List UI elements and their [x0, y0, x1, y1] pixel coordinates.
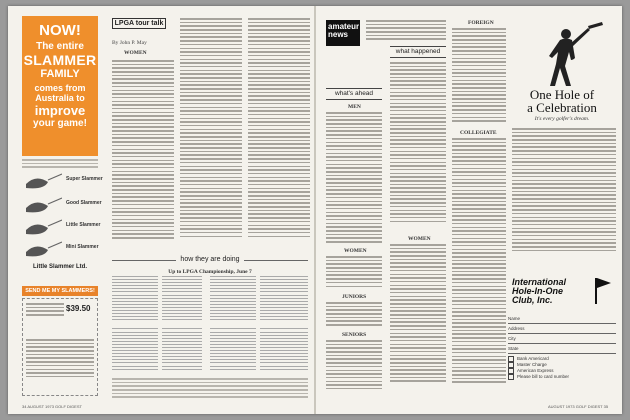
section-heading-women: WOMEN	[408, 236, 431, 242]
page-gutter	[314, 6, 316, 414]
section-heading-collegiate: COLLEGIATE	[460, 130, 497, 136]
section-heading-women: WOMEN	[344, 248, 367, 254]
page-footer-right: AUGUST 1973 GOLF DIGEST 35	[548, 404, 609, 409]
section-heading-women: WOMEN	[124, 50, 147, 56]
membership-form[interactable]	[508, 316, 616, 380]
price-tag: $39.50	[66, 304, 91, 313]
ad-title-line: One Hole of	[529, 87, 595, 102]
headline-line: FAMILY	[40, 68, 80, 80]
whats-ahead-bar: what's ahead	[326, 88, 382, 100]
byline: By John P. May	[112, 40, 147, 46]
headline-line: comes from	[34, 83, 86, 93]
table-footnote	[112, 378, 308, 400]
logo-line: Hole-In-One	[512, 286, 563, 296]
ahead-men-list	[326, 112, 382, 245]
checkbox-master-charge[interactable]: Master Charge	[508, 362, 616, 368]
happened-top-list	[390, 20, 446, 42]
article-column-2	[180, 18, 242, 239]
ahead-juniors-list	[326, 302, 382, 328]
headline-line: NOW!	[39, 22, 81, 39]
ad-body-copy	[512, 128, 616, 253]
hole-in-one-ad-title	[504, 88, 620, 114]
magazine-spread	[8, 6, 622, 414]
hole-in-one-club-logo	[512, 278, 616, 305]
golf-club-heads-icon	[22, 172, 62, 260]
section-heading-foreign: FOREIGN	[468, 20, 494, 26]
club-label: Good Slammer	[66, 200, 102, 206]
ahead-seniors-list	[326, 340, 382, 392]
standings-title: how they are doing	[112, 256, 308, 263]
logo-line: Club, Inc.	[512, 295, 553, 305]
company-name: Little Slammer Ltd.	[32, 264, 87, 270]
form-field-name[interactable]: Name	[508, 316, 616, 324]
happened-list-2	[390, 244, 446, 384]
headline-line: your game!	[33, 118, 87, 129]
slammer-headline	[22, 16, 98, 156]
section-heading-juniors: JUNIORS	[342, 294, 367, 300]
headline-line: Australia to	[35, 93, 85, 103]
ad-subtitle: It's every golfer's dream.	[534, 116, 590, 122]
headline-line: SLAMMER	[23, 52, 97, 68]
standings-table	[112, 276, 308, 374]
send-slammers-heading: SEND ME MY SLAMMERS!	[22, 286, 98, 296]
article-column-3	[248, 18, 310, 239]
collegiate-list	[452, 138, 506, 385]
what-happened-bar: what happened	[390, 46, 446, 58]
checkbox-american-express[interactable]: American Express	[508, 368, 616, 374]
page-footer-left: 34 AUGUST 1973 GOLF DIGEST	[22, 404, 82, 409]
golfer-silhouette-icon	[508, 20, 618, 88]
form-field-state[interactable]: State	[508, 346, 616, 354]
standings-subtitle: Up to LPGA Championship, June 7	[168, 269, 252, 275]
checkbox-bill-card[interactable]: Please bill to card number	[508, 374, 616, 380]
article-column-1	[112, 60, 174, 241]
amateur-news-masthead: amateur news	[326, 20, 360, 46]
section-heading-seniors: SENIORS	[342, 332, 367, 338]
checkbox-bankamericard[interactable]: Bank Americard	[508, 356, 616, 362]
happened-list-1	[390, 62, 446, 224]
club-label: Little Slammer	[66, 222, 101, 228]
column-title: LPGA tour talk	[112, 18, 166, 29]
headline-line: The entire	[36, 41, 84, 52]
headline-line: improve	[34, 103, 86, 118]
foreign-list	[452, 28, 506, 124]
form-field-address[interactable]: Address	[508, 326, 616, 334]
logo-line: International	[512, 277, 567, 287]
section-heading-men: MEN	[348, 104, 361, 110]
club-label: Mini Slammer	[66, 244, 99, 250]
ahead-women-list	[326, 256, 382, 289]
form-field-city[interactable]: City	[508, 336, 616, 344]
ad-body-text	[22, 159, 98, 170]
ad-title-line: a Celebration	[527, 100, 597, 115]
flag-pin-icon	[590, 276, 614, 306]
club-label: Super Slammer	[66, 176, 103, 182]
